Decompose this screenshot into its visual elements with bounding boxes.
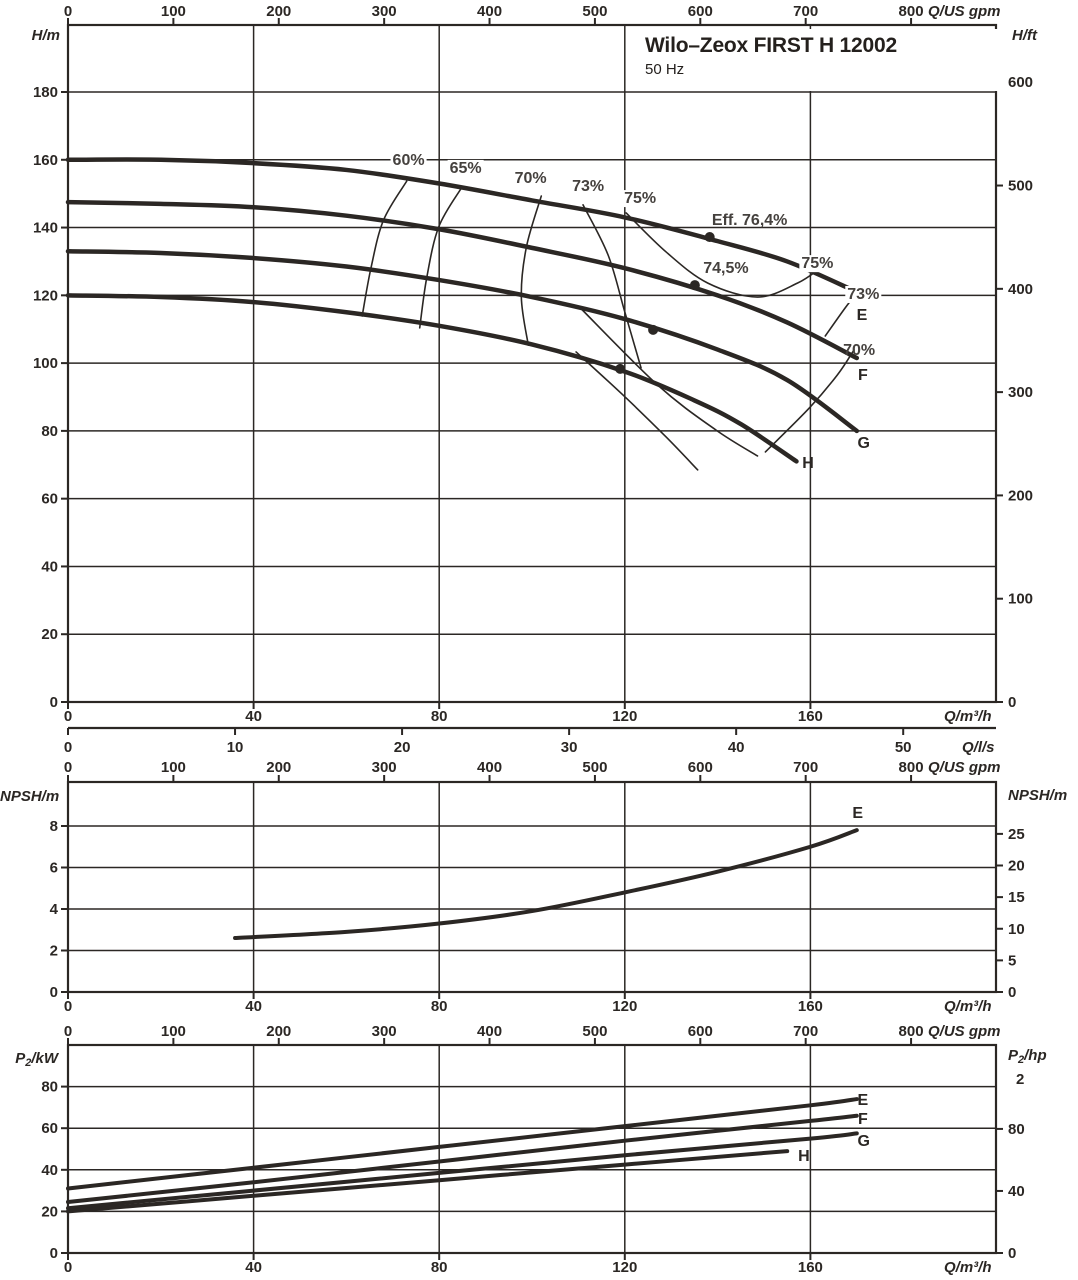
- axis-unit-q-m3h-power: Q/m³/h: [944, 1259, 992, 1276]
- best-efficiency-point: [690, 280, 700, 290]
- tick-label: 300: [371, 3, 397, 20]
- tick-label: 80: [430, 998, 448, 1015]
- tick-label: 100: [160, 3, 186, 20]
- tick-label: 700: [793, 1023, 819, 1040]
- tick-label: 0: [63, 739, 73, 756]
- efficiency-label: 73%: [847, 285, 880, 303]
- tick-label: 100: [1008, 590, 1034, 608]
- tick-label: 600: [1008, 74, 1034, 92]
- power-curve-label-G: G: [857, 1133, 870, 1151]
- axis-unit-h-ft: H/ft: [1012, 27, 1037, 44]
- curve-label-G: G: [857, 435, 870, 453]
- tick-label: 0: [49, 984, 58, 1001]
- page-title: Wilo–Zeox FIRST H 12002: [645, 34, 897, 57]
- efficiency-label: 73%: [572, 177, 605, 195]
- tick-label: 200: [1008, 487, 1034, 505]
- tick-label: 40: [245, 998, 262, 1015]
- tick-label: 80: [41, 1078, 58, 1096]
- tick-label: 60: [41, 1120, 58, 1138]
- tick-label: 25: [1008, 825, 1025, 843]
- tick-label: 700: [793, 3, 819, 20]
- efficiency-label: 75%: [801, 255, 834, 273]
- tick-label: 600: [687, 759, 713, 776]
- tick-label: 10: [1008, 920, 1025, 938]
- tick-label: 50: [894, 739, 912, 756]
- tick-label: 30: [560, 739, 578, 756]
- tick-label: 100: [160, 1023, 186, 1040]
- tick-label: 160: [797, 1259, 823, 1276]
- tick-label: 140: [32, 219, 58, 237]
- best-efficiency-point: [705, 232, 715, 242]
- curve-label-H: H: [802, 455, 814, 473]
- axis-unit-q-m3h: Q/m³/h: [944, 708, 992, 725]
- tick-label: 160: [797, 998, 823, 1015]
- power-curve-label-H: H: [798, 1148, 810, 1166]
- tick-label: 300: [371, 759, 397, 776]
- tick-label: 200: [266, 759, 292, 776]
- tick-label: 400: [477, 759, 503, 776]
- tick-label: 4: [49, 901, 58, 918]
- tick-label: 0: [49, 694, 58, 711]
- tick-label: 80: [430, 708, 448, 725]
- tick-label: 20: [1008, 857, 1025, 875]
- npsh-curve-E: [235, 830, 857, 938]
- pump-curve-H: [68, 295, 796, 461]
- tick-label: 0: [1008, 984, 1017, 1001]
- tick-label: 40: [245, 708, 262, 725]
- axis-unit-q-usgpm-top: Q/US gpm: [928, 3, 1001, 20]
- tick-label: 40: [727, 739, 745, 756]
- efficiency-label: 60%: [392, 152, 425, 170]
- best-efficiency-point: [615, 364, 625, 374]
- tick-label: 500: [1008, 177, 1034, 195]
- axis-unit-q-usgpm-power: Q/US gpm: [928, 1023, 1001, 1040]
- power-curve-H: [68, 1151, 787, 1211]
- efficiency-contour-line: [580, 308, 757, 456]
- tick-label: 300: [1008, 384, 1034, 402]
- best-efficiency-point: [648, 325, 658, 335]
- tick-label: 0: [63, 3, 73, 20]
- tick-label: 160: [32, 151, 58, 169]
- tick-label: 20: [41, 626, 58, 644]
- tick-label: 0: [63, 1259, 73, 1276]
- tick-label: 200: [266, 3, 292, 20]
- efficiency-label: 74,5%: [703, 259, 749, 277]
- efficiency-contour-line: [521, 196, 541, 345]
- tick-label: 800: [898, 1023, 924, 1040]
- tick-label: 40: [41, 558, 58, 576]
- tick-label: 40: [1008, 1182, 1025, 1200]
- tick-label: 600: [687, 1023, 713, 1040]
- tick-label: 800: [898, 759, 924, 776]
- power-curve-label-E: E: [857, 1091, 869, 1109]
- tick-label: 600: [687, 3, 713, 20]
- axis-unit-p2-hp-sub: 2: [1016, 1071, 1025, 1088]
- tick-label: 120: [612, 1259, 638, 1276]
- tick-label: 40: [245, 1259, 262, 1276]
- tick-label: 500: [582, 759, 608, 776]
- tick-label: 0: [63, 1023, 73, 1040]
- tick-label: 20: [393, 739, 411, 756]
- tick-label: 6: [49, 859, 58, 877]
- npsh-curve-label-E: E: [852, 804, 864, 822]
- efficiency-contour-line: [576, 352, 698, 470]
- tick-label: 40: [41, 1161, 58, 1179]
- tick-label: 700: [793, 759, 819, 776]
- tick-label: 300: [371, 1023, 397, 1040]
- tick-label: 400: [477, 1023, 503, 1040]
- efficiency-label: 65%: [449, 159, 482, 177]
- tick-label: 0: [1008, 694, 1017, 711]
- tick-label: 10: [226, 739, 244, 756]
- tick-label: 100: [32, 355, 58, 373]
- efficiency-label: 75%: [624, 190, 657, 208]
- tick-label: 0: [63, 759, 73, 776]
- tick-label: 8: [49, 818, 58, 835]
- axis-unit-h-m: H/m: [31, 27, 60, 44]
- axis-unit-q-m3h-npsh: Q/m³/h: [944, 998, 992, 1015]
- tick-label: 0: [63, 998, 73, 1015]
- tick-label: 0: [63, 708, 73, 725]
- tick-label: 20: [41, 1203, 58, 1221]
- tick-label: 0: [49, 1245, 58, 1262]
- tick-label: 160: [797, 708, 823, 725]
- curve-label-E: E: [856, 306, 868, 324]
- curve-label-F: F: [857, 366, 868, 384]
- efficiency-label: Eff. 76,4%: [711, 212, 788, 230]
- tick-label: 80: [430, 1259, 448, 1276]
- tick-label: 80: [1008, 1120, 1025, 1138]
- tick-label: 5: [1008, 952, 1017, 970]
- tick-label: 800: [898, 3, 924, 20]
- pump-curve-G: [68, 251, 857, 431]
- frequency-label: 50 Hz: [645, 61, 685, 78]
- efficiency-label: 70%: [843, 341, 876, 359]
- tick-label: 15: [1008, 889, 1025, 907]
- axis-unit-p2-hp: $P_2/hp$: [1008, 1047, 1047, 1066]
- tick-label: 100: [160, 759, 186, 776]
- tick-label: 500: [582, 1023, 608, 1040]
- tick-label: 0: [1008, 1245, 1017, 1262]
- tick-label: 2: [49, 942, 58, 960]
- axis-unit-q-ls: Q/l/s: [962, 739, 995, 756]
- axis-unit-npsh-m-right: NPSH/m: [1008, 787, 1068, 804]
- tick-label: 500: [582, 3, 608, 20]
- tick-label: 200: [266, 1023, 292, 1040]
- tick-label: 120: [32, 287, 58, 305]
- efficiency-label: 70%: [514, 170, 547, 188]
- tick-label: 120: [612, 998, 638, 1015]
- axis-unit-q-usgpm-mid: Q/US gpm: [928, 759, 1001, 776]
- tick-label: 400: [477, 3, 503, 20]
- efficiency-contour-line: [420, 188, 462, 328]
- axis-unit-p2-kw: $P_2/kW$: [15, 1050, 58, 1069]
- tick-label: 60: [41, 490, 58, 508]
- efficiency-contour-line: [583, 205, 641, 368]
- title-box: [630, 29, 1006, 91]
- tick-label: 400: [1008, 280, 1034, 298]
- power-curve-label-F: F: [857, 1111, 868, 1129]
- tick-label: 120: [612, 708, 638, 725]
- axis-unit-npsh-m-left: NPSH/m: [0, 788, 60, 805]
- tick-label: 80: [41, 422, 58, 440]
- tick-label: 180: [32, 83, 58, 101]
